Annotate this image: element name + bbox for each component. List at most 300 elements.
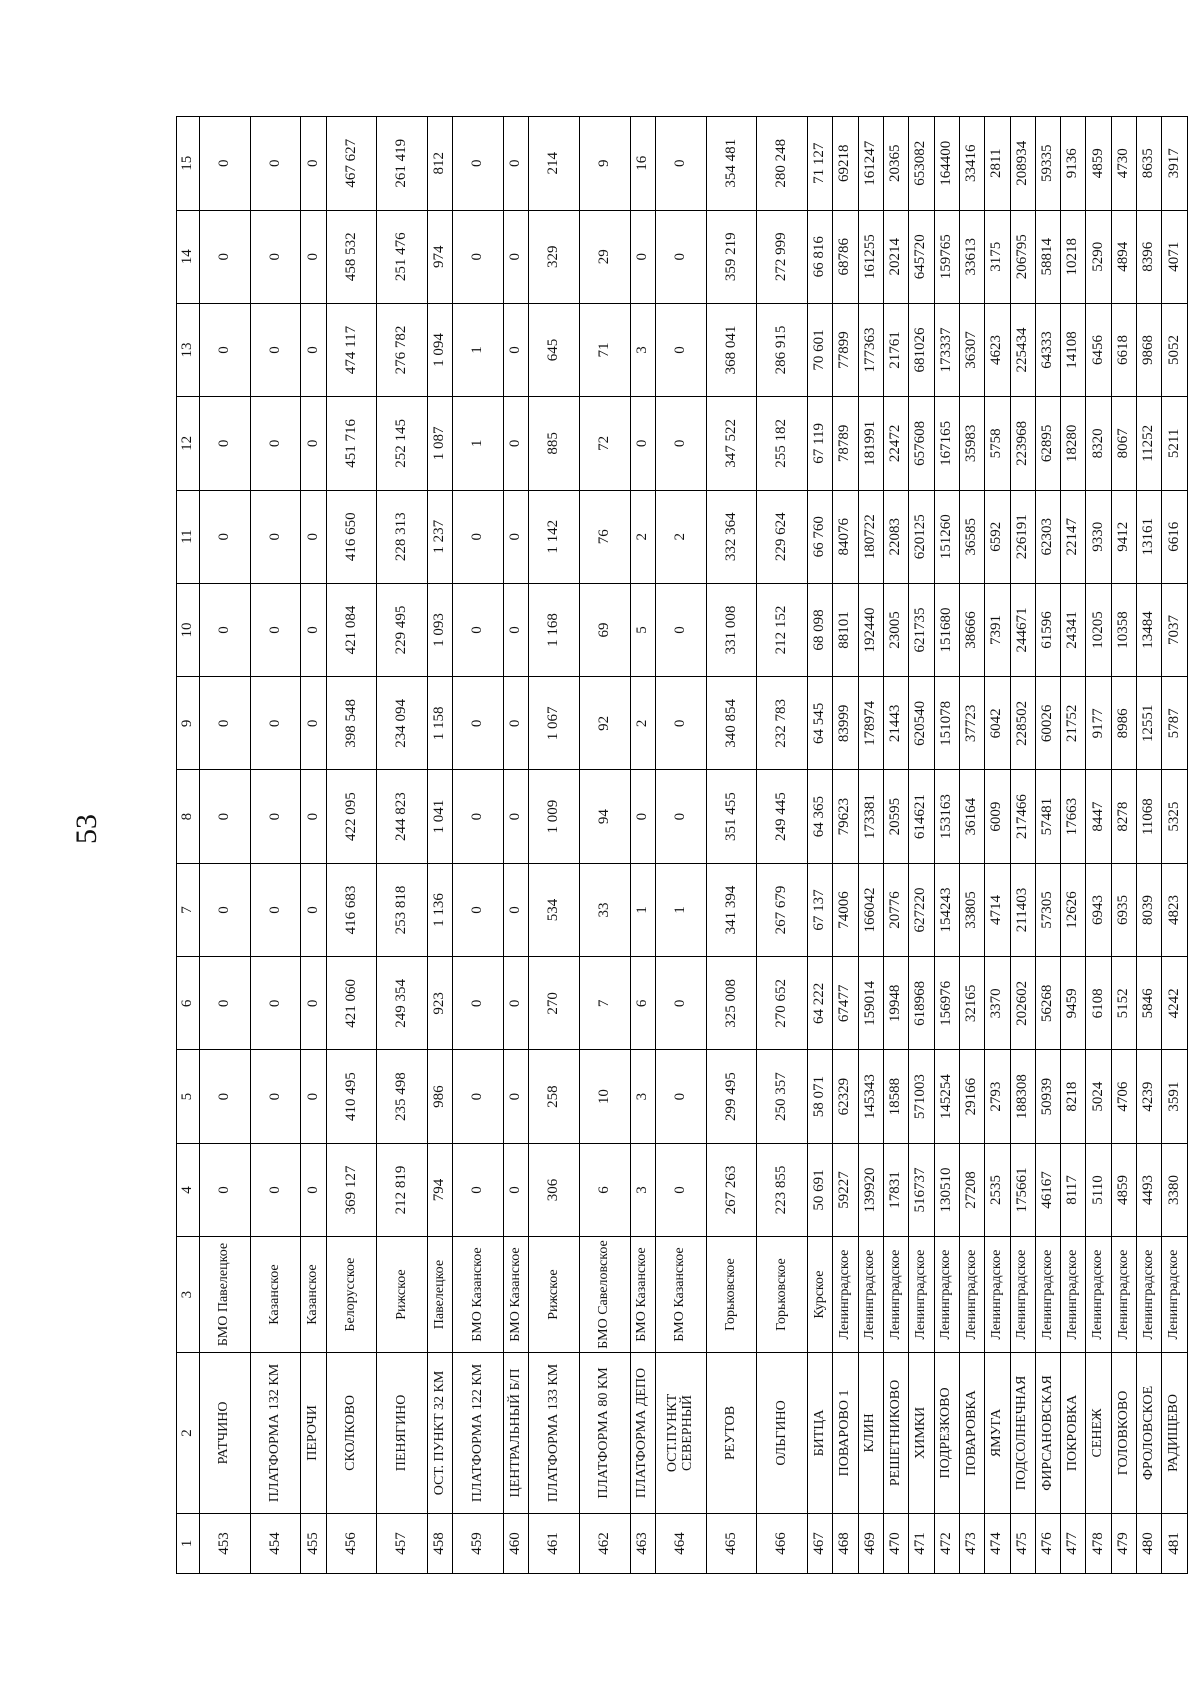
value-cell: 1 093	[427, 583, 452, 676]
value-cell: 0	[655, 303, 706, 396]
line-name-cell: Ленинградское	[1162, 1237, 1187, 1353]
value-cell: 354 481	[706, 117, 757, 211]
value-cell: 212 152	[757, 583, 808, 676]
value-cell: 0	[453, 957, 504, 1050]
value-cell: 17831	[883, 1143, 908, 1236]
line-name-cell: Ленинградское	[1111, 1237, 1136, 1353]
value-cell: 6009	[985, 770, 1010, 863]
value-cell: 416 650	[326, 490, 377, 583]
station-name-cell: ГОЛОВКОВО	[1111, 1353, 1136, 1514]
value-cell: 627220	[909, 863, 934, 956]
table-row	[377, 117, 428, 1574]
value-cell: 0	[655, 583, 706, 676]
value-cell: 0	[301, 303, 326, 396]
value-cell: 267 263	[706, 1143, 757, 1236]
value-cell: 206795	[1010, 210, 1035, 303]
row-number-cell: 455	[301, 1513, 326, 1573]
value-cell: 192440	[858, 583, 883, 676]
value-cell: 24341	[1061, 583, 1086, 676]
value-cell: 1 168	[529, 583, 580, 676]
value-cell: 645720	[909, 210, 934, 303]
value-cell: 64333	[1035, 303, 1060, 396]
value-cell: 6042	[985, 677, 1010, 770]
value-cell: 4623	[985, 303, 1010, 396]
value-cell: 74006	[833, 863, 858, 956]
value-cell: 1	[655, 863, 706, 956]
value-cell: 9459	[1061, 957, 1086, 1050]
value-cell: 235 498	[377, 1050, 428, 1143]
value-cell: 20214	[883, 210, 908, 303]
value-cell: 276 782	[377, 303, 428, 396]
value-cell: 0	[301, 583, 326, 676]
value-cell: 20776	[883, 863, 908, 956]
value-cell: 0	[200, 117, 251, 211]
value-cell: 253 818	[377, 863, 428, 956]
value-cell: 72	[579, 397, 630, 490]
row-number-cell: 465	[706, 1513, 757, 1573]
value-cell: 0	[503, 957, 528, 1050]
value-cell: 5787	[1162, 677, 1187, 770]
value-cell: 0	[200, 957, 251, 1050]
value-cell: 5846	[1137, 957, 1162, 1050]
value-cell: 0	[250, 1143, 301, 1236]
value-cell: 0	[453, 1143, 504, 1236]
value-cell: 0	[301, 490, 326, 583]
table-row	[934, 117, 959, 1574]
value-cell: 251 476	[377, 210, 428, 303]
value-cell: 306	[529, 1143, 580, 1236]
value-cell: 139920	[858, 1143, 883, 1236]
value-cell: 178974	[858, 677, 883, 770]
row-number-cell: 474	[985, 1513, 1010, 1573]
row-number-cell: 481	[1162, 1513, 1187, 1573]
value-cell: 4859	[1111, 1143, 1136, 1236]
value-cell: 0	[301, 397, 326, 490]
value-cell: 244671	[1010, 583, 1035, 676]
value-cell: 5110	[1086, 1143, 1111, 1236]
value-cell: 68 098	[807, 583, 832, 676]
row-number-cell: 458	[427, 1513, 452, 1573]
row-number-cell: 472	[934, 1513, 959, 1573]
value-cell: 0	[250, 117, 301, 211]
value-cell: 0	[503, 583, 528, 676]
value-cell: 8117	[1061, 1143, 1086, 1236]
value-cell: 7	[579, 957, 630, 1050]
value-cell: 244 823	[377, 770, 428, 863]
value-cell: 458 532	[326, 210, 377, 303]
table-row	[883, 117, 908, 1574]
value-cell: 33613	[959, 210, 984, 303]
value-cell: 1	[453, 397, 504, 490]
value-cell: 0	[453, 210, 504, 303]
table-row	[301, 117, 326, 1574]
value-cell: 29166	[959, 1050, 984, 1143]
value-cell: 13161	[1137, 490, 1162, 583]
value-cell: 1 142	[529, 490, 580, 583]
table-row	[706, 117, 757, 1574]
value-cell: 0	[200, 303, 251, 396]
table-row	[630, 117, 655, 1574]
column-header: 11	[177, 490, 200, 583]
value-cell: 5325	[1162, 770, 1187, 863]
line-name-cell: Горьковское	[757, 1237, 808, 1353]
value-cell: 37723	[959, 677, 984, 770]
value-cell: 77899	[833, 303, 858, 396]
value-cell: 1 041	[427, 770, 452, 863]
value-cell: 6618	[1111, 303, 1136, 396]
value-cell: 0	[301, 770, 326, 863]
value-cell: 9412	[1111, 490, 1136, 583]
column-header: 3	[177, 1237, 200, 1353]
value-cell: 217466	[1010, 770, 1035, 863]
value-cell: 59227	[833, 1143, 858, 1236]
value-cell: 20595	[883, 770, 908, 863]
value-cell: 6592	[985, 490, 1010, 583]
value-cell: 4239	[1137, 1050, 1162, 1143]
value-cell: 0	[655, 210, 706, 303]
value-cell: 69218	[833, 117, 858, 211]
station-name-cell: ХИМКИ	[909, 1353, 934, 1514]
value-cell: 161247	[858, 117, 883, 211]
value-cell: 516737	[909, 1143, 934, 1236]
value-cell: 229 495	[377, 583, 428, 676]
value-cell: 986	[427, 1050, 452, 1143]
line-name-cell: Казанское	[301, 1237, 326, 1353]
value-cell: 225434	[1010, 303, 1035, 396]
table-row	[1086, 117, 1111, 1574]
value-cell: 153163	[934, 770, 959, 863]
value-cell: 38666	[959, 583, 984, 676]
value-cell: 258	[529, 1050, 580, 1143]
column-header: 8	[177, 770, 200, 863]
column-header: 13	[177, 303, 200, 396]
value-cell: 159014	[858, 957, 883, 1050]
value-cell: 4730	[1111, 117, 1136, 211]
value-cell: 0	[200, 583, 251, 676]
row-number-cell: 475	[1010, 1513, 1035, 1573]
value-cell: 4714	[985, 863, 1010, 956]
station-name-cell: РАДИЩЕВО	[1162, 1353, 1187, 1514]
value-cell: 2	[630, 677, 655, 770]
value-cell: 11252	[1137, 397, 1162, 490]
table-row	[250, 117, 301, 1574]
line-name-cell: Рижское	[377, 1237, 428, 1353]
row-number-cell: 459	[453, 1513, 504, 1573]
value-cell: 1 237	[427, 490, 452, 583]
table-row	[757, 117, 808, 1574]
row-number-cell: 471	[909, 1513, 934, 1573]
station-name-cell: ПЛАТФОРМА 80 КМ	[579, 1353, 630, 1514]
value-cell: 145343	[858, 1050, 883, 1143]
line-name-cell: Ленинградское	[858, 1237, 883, 1353]
value-cell: 255 182	[757, 397, 808, 490]
value-cell: 474 117	[326, 303, 377, 396]
value-cell: 653082	[909, 117, 934, 211]
value-cell: 1 158	[427, 677, 452, 770]
value-cell: 0	[301, 1050, 326, 1143]
value-cell: 1 009	[529, 770, 580, 863]
column-header: 14	[177, 210, 200, 303]
line-name-cell: Ленинградское	[959, 1237, 984, 1353]
value-cell: 58814	[1035, 210, 1060, 303]
value-cell: 13484	[1137, 583, 1162, 676]
value-cell: 8320	[1086, 397, 1111, 490]
value-cell: 368 041	[706, 303, 757, 396]
value-cell: 4493	[1137, 1143, 1162, 1236]
station-name-cell: СКОЛКОВО	[326, 1353, 377, 1514]
value-cell: 0	[453, 863, 504, 956]
row-number-cell: 469	[858, 1513, 883, 1573]
value-cell: 8039	[1137, 863, 1162, 956]
value-cell: 228502	[1010, 677, 1035, 770]
value-cell: 4894	[1111, 210, 1136, 303]
station-name-cell: ПОДСОЛНЕЧНАЯ	[1010, 1353, 1035, 1514]
value-cell: 1	[630, 863, 655, 956]
value-cell: 416 683	[326, 863, 377, 956]
value-cell: 812	[427, 117, 452, 211]
value-cell: 0	[453, 770, 504, 863]
column-header: 6	[177, 957, 200, 1050]
value-cell: 61596	[1035, 583, 1060, 676]
value-cell: 151078	[934, 677, 959, 770]
value-cell: 9330	[1086, 490, 1111, 583]
value-cell: 228 313	[377, 490, 428, 583]
value-cell: 18280	[1061, 397, 1086, 490]
table-row	[959, 117, 984, 1574]
value-cell: 331 008	[706, 583, 757, 676]
table-header	[177, 117, 200, 1574]
value-cell: 3370	[985, 957, 1010, 1050]
value-cell: 161255	[858, 210, 883, 303]
value-cell: 974	[427, 210, 452, 303]
value-cell: 3917	[1162, 117, 1187, 211]
value-cell: 3	[630, 303, 655, 396]
value-cell: 8447	[1086, 770, 1111, 863]
value-cell: 67477	[833, 957, 858, 1050]
line-name-cell: Ленинградское	[909, 1237, 934, 1353]
value-cell: 0	[503, 1143, 528, 1236]
value-cell: 325 008	[706, 957, 757, 1050]
value-cell: 4706	[1111, 1050, 1136, 1143]
value-cell: 467 627	[326, 117, 377, 211]
value-cell: 0	[200, 210, 251, 303]
value-cell: 173381	[858, 770, 883, 863]
value-cell: 14108	[1061, 303, 1086, 396]
value-cell: 18588	[883, 1050, 908, 1143]
value-cell: 451 716	[326, 397, 377, 490]
value-cell: 6943	[1086, 863, 1111, 956]
value-cell: 252 145	[377, 397, 428, 490]
station-name-cell: ФИРСАНОВСКАЯ	[1035, 1353, 1060, 1514]
value-cell: 8986	[1111, 677, 1136, 770]
value-cell: 261 419	[377, 117, 428, 211]
table-body	[200, 117, 1188, 1574]
line-name-cell: Павелецкое	[427, 1237, 452, 1353]
column-header: 15	[177, 117, 200, 211]
value-cell: 57481	[1035, 770, 1060, 863]
value-cell: 50 691	[807, 1143, 832, 1236]
value-cell: 78789	[833, 397, 858, 490]
value-cell: 12626	[1061, 863, 1086, 956]
value-cell: 214	[529, 117, 580, 211]
value-cell: 0	[250, 583, 301, 676]
station-name-cell: ОСТ.ПУНКТ СЕВЕРНЫЙ	[655, 1353, 706, 1514]
value-cell: 4242	[1162, 957, 1187, 1050]
row-number-cell: 457	[377, 1513, 428, 1573]
value-cell: 33	[579, 863, 630, 956]
value-cell: 794	[427, 1143, 452, 1236]
station-name-cell: ПЛАТФОРМА 132 КМ	[250, 1353, 301, 1514]
value-cell: 21761	[883, 303, 908, 396]
value-cell: 249 354	[377, 957, 428, 1050]
row-number-cell: 461	[529, 1513, 580, 1573]
value-cell: 5290	[1086, 210, 1111, 303]
value-cell: 0	[630, 210, 655, 303]
value-cell: 46167	[1035, 1143, 1060, 1236]
value-cell: 76	[579, 490, 630, 583]
value-cell: 66 760	[807, 490, 832, 583]
value-cell: 79623	[833, 770, 858, 863]
value-cell: 0	[250, 1050, 301, 1143]
value-cell: 0	[503, 490, 528, 583]
line-name-cell: Рижское	[529, 1237, 580, 1353]
value-cell: 188308	[1010, 1050, 1035, 1143]
station-name-cell: ПЛАТФОРМА 133 КМ	[529, 1353, 580, 1514]
value-cell: 0	[250, 957, 301, 1050]
table-row	[1137, 117, 1162, 1574]
station-name-cell: РЕШЕТНИКОВО	[883, 1353, 908, 1514]
value-cell: 0	[655, 770, 706, 863]
value-cell: 0	[250, 303, 301, 396]
value-cell: 36164	[959, 770, 984, 863]
value-cell: 16	[630, 117, 655, 211]
value-cell: 88101	[833, 583, 858, 676]
table-row	[326, 117, 377, 1574]
row-number-cell: 468	[833, 1513, 858, 1573]
value-cell: 0	[655, 397, 706, 490]
value-cell: 33416	[959, 117, 984, 211]
value-cell: 299 495	[706, 1050, 757, 1143]
value-cell: 0	[301, 863, 326, 956]
value-cell: 0	[250, 770, 301, 863]
value-cell: 1 087	[427, 397, 452, 490]
row-number-cell: 480	[1137, 1513, 1162, 1573]
station-name-cell: ЯМУГА	[985, 1353, 1010, 1514]
value-cell: 5052	[1162, 303, 1187, 396]
row-number-cell: 476	[1035, 1513, 1060, 1573]
value-cell: 3175	[985, 210, 1010, 303]
value-cell: 2811	[985, 117, 1010, 211]
value-cell: 8396	[1137, 210, 1162, 303]
value-cell: 3	[630, 1050, 655, 1143]
station-name-cell: ПЕРОЧИ	[301, 1353, 326, 1514]
value-cell: 0	[200, 1143, 251, 1236]
value-cell: 8278	[1111, 770, 1136, 863]
line-name-cell: Ленинградское	[1035, 1237, 1060, 1353]
value-cell: 3591	[1162, 1050, 1187, 1143]
value-cell: 621735	[909, 583, 934, 676]
value-cell: 0	[453, 1050, 504, 1143]
value-cell: 167165	[934, 397, 959, 490]
row-number-cell: 456	[326, 1513, 377, 1573]
value-cell: 0	[453, 490, 504, 583]
station-name-cell: ПОКРОВКА	[1061, 1353, 1086, 1514]
value-cell: 620125	[909, 490, 934, 583]
value-cell: 0	[503, 210, 528, 303]
column-header: 2	[177, 1353, 200, 1514]
value-cell: 59335	[1035, 117, 1060, 211]
line-name-cell: БМО Казанское	[453, 1237, 504, 1353]
value-cell: 347 522	[706, 397, 757, 490]
value-cell: 151680	[934, 583, 959, 676]
station-name-cell: ПОДРЕЗКОВО	[934, 1353, 959, 1514]
value-cell: 66 816	[807, 210, 832, 303]
value-cell: 21443	[883, 677, 908, 770]
value-cell: 35983	[959, 397, 984, 490]
row-number-cell: 463	[630, 1513, 655, 1573]
value-cell: 0	[503, 397, 528, 490]
column-header: 7	[177, 863, 200, 956]
value-cell: 0	[630, 770, 655, 863]
value-cell: 62329	[833, 1050, 858, 1143]
table-row	[1061, 117, 1086, 1574]
value-cell: 84076	[833, 490, 858, 583]
row-number-cell: 470	[883, 1513, 908, 1573]
value-cell: 923	[427, 957, 452, 1050]
value-cell: 8067	[1111, 397, 1136, 490]
value-cell: 0	[503, 863, 528, 956]
row-number-cell: 453	[200, 1513, 251, 1573]
value-cell: 64 545	[807, 677, 832, 770]
value-cell: 0	[301, 117, 326, 211]
value-cell: 571003	[909, 1050, 934, 1143]
value-cell: 359 219	[706, 210, 757, 303]
table-row	[833, 117, 858, 1574]
value-cell: 60026	[1035, 677, 1060, 770]
value-cell: 223968	[1010, 397, 1035, 490]
station-name-cell: ЦЕНТРАЛЬНЫЙ Б/П	[503, 1353, 528, 1514]
value-cell: 0	[200, 677, 251, 770]
value-cell: 1 136	[427, 863, 452, 956]
value-cell: 614621	[909, 770, 934, 863]
value-cell: 6	[630, 957, 655, 1050]
value-cell: 130510	[934, 1143, 959, 1236]
value-cell: 2535	[985, 1143, 1010, 1236]
value-cell: 6108	[1086, 957, 1111, 1050]
value-cell: 10358	[1111, 583, 1136, 676]
value-cell: 270 652	[757, 957, 808, 1050]
value-cell: 164400	[934, 117, 959, 211]
value-cell: 2793	[985, 1050, 1010, 1143]
value-cell: 21752	[1061, 677, 1086, 770]
row-number-cell: 462	[579, 1513, 630, 1573]
value-cell: 58 071	[807, 1050, 832, 1143]
table-row	[1010, 117, 1035, 1574]
value-cell: 351 455	[706, 770, 757, 863]
value-cell: 29	[579, 210, 630, 303]
value-cell: 10205	[1086, 583, 1111, 676]
station-name-cell: СЕНЕЖ	[1086, 1353, 1111, 1514]
line-name-cell: БМО Казанское	[503, 1237, 528, 1353]
table-row	[807, 117, 832, 1574]
value-cell: 4859	[1086, 117, 1111, 211]
line-name-cell: Горьковское	[706, 1237, 757, 1353]
value-cell: 0	[301, 1143, 326, 1236]
value-cell: 410 495	[326, 1050, 377, 1143]
value-cell: 250 357	[757, 1050, 808, 1143]
table-row	[655, 117, 706, 1574]
value-cell: 208934	[1010, 117, 1035, 211]
